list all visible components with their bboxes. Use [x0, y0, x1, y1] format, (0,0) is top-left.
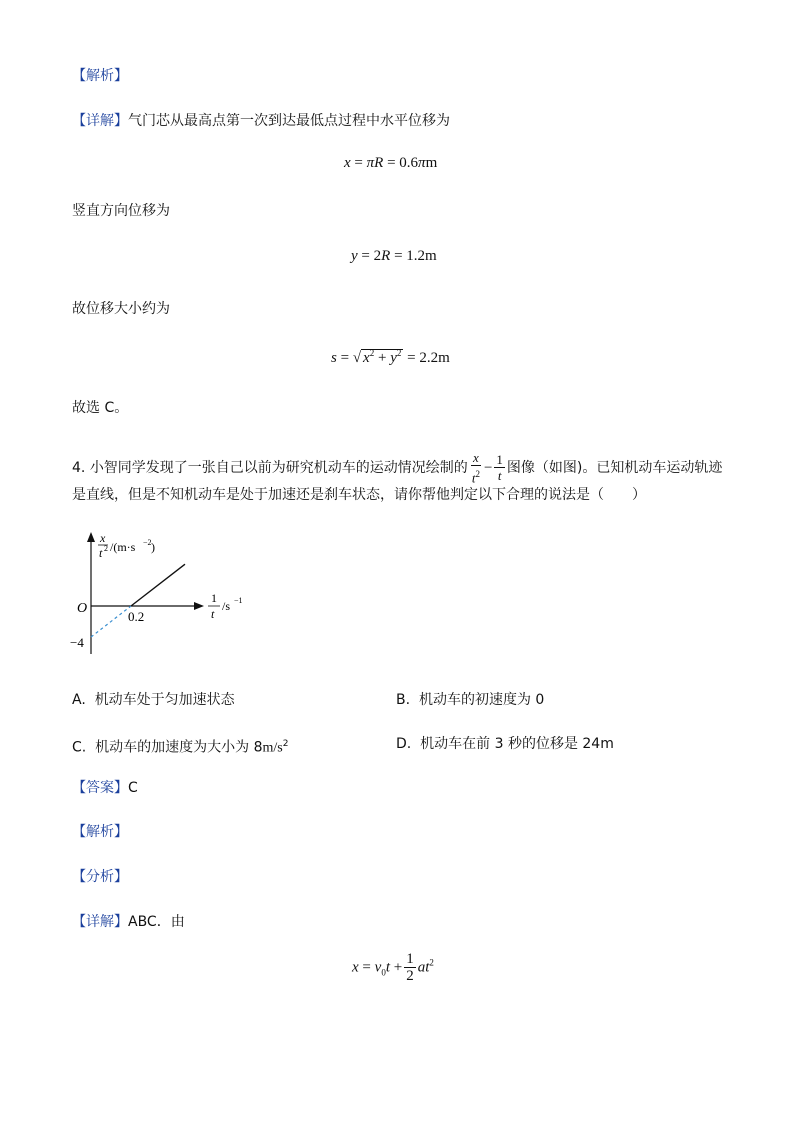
eq-exp: 2	[369, 348, 375, 358]
detail-paragraph-1	[72, 111, 450, 131]
eq-value: 0.6	[399, 155, 419, 171]
eq-sign: =	[394, 248, 403, 264]
eq-exp: 2	[396, 348, 402, 358]
analysis-heading: 【解析】	[72, 68, 128, 84]
eq-var: t	[425, 959, 430, 976]
eq-var: y	[390, 350, 397, 366]
equation-horizontal-displacement	[344, 155, 437, 172]
vertical-text: 竖直方向位移为	[72, 203, 170, 219]
eq-sign: =	[407, 350, 416, 366]
question-text-b: 图像（如图)。已知机动车运动轨迹	[506, 460, 723, 477]
eq-sign: =	[361, 248, 370, 264]
option-label: B.	[396, 692, 411, 708]
eq-var: t	[385, 959, 390, 976]
x-axis-arrow	[194, 602, 204, 610]
eq-var: x	[352, 959, 359, 976]
option-text: 机动车的初速度为 0	[418, 692, 545, 708]
kinematics-graph	[62, 528, 262, 660]
choose-text: 故选 C。	[72, 400, 129, 416]
option-c[interactable]	[72, 734, 288, 759]
option-unit-exp: 2	[282, 739, 289, 749]
detail-tag: 【详解】	[72, 113, 128, 129]
eq-sub: 0	[381, 967, 386, 978]
answer-value: C	[128, 780, 138, 796]
question-line-1	[72, 450, 722, 486]
y-label-den-exp: 2	[104, 544, 108, 553]
data-line	[131, 564, 185, 606]
frac-num: x	[472, 450, 479, 465]
question-text-a: 小智同学发现了一张自己以前为研究机动车的运动情况绘制的	[89, 460, 468, 477]
option-label: C.	[72, 739, 87, 756]
detail-text: ABC．由	[128, 914, 185, 930]
magnitude-text: 故位移大小约为	[72, 301, 170, 317]
equation-kinematics	[352, 952, 434, 984]
option-label: A.	[72, 692, 86, 708]
equation-total-displacement	[331, 348, 450, 367]
option-text: 机动车在前 3 秒的位移是 24m	[420, 736, 614, 752]
option-b[interactable]	[396, 690, 544, 710]
fraction-1-over-t	[494, 452, 505, 484]
origin-label: O	[77, 601, 88, 616]
x-label-denominator: t	[211, 607, 215, 621]
y-axis-arrow	[87, 532, 95, 542]
frac-den: 2	[406, 968, 414, 984]
y-tick-label: −4	[70, 635, 84, 650]
eq-var: a	[417, 959, 426, 976]
x-label-unit: /s	[222, 599, 231, 613]
answer-line	[72, 778, 138, 798]
option-a[interactable]	[72, 690, 235, 710]
eq-var: s	[331, 350, 337, 366]
frac-den: t	[497, 468, 502, 484]
answer-tag: 【答案】	[72, 780, 128, 796]
question-number: 4.	[72, 460, 86, 477]
option-d[interactable]	[396, 734, 614, 754]
eq-sign: =	[387, 155, 396, 171]
x-tick-label: 0.2	[128, 609, 145, 624]
eq-var: x	[344, 155, 351, 171]
minus-sign: −	[483, 460, 493, 477]
sqrt-radicand	[361, 349, 403, 366]
eq-unit: m	[425, 155, 438, 171]
x-label-numerator: 1	[211, 591, 217, 605]
eq-var: x	[363, 350, 370, 366]
frac-exp: 2	[475, 469, 480, 479]
y-label-denominator: t	[99, 546, 103, 560]
eq-sign: =	[354, 155, 363, 171]
option-unit: m/s	[262, 740, 283, 756]
frac-num: 1	[496, 452, 503, 468]
eq-var: R	[374, 155, 384, 171]
eq-sign: =	[340, 350, 350, 366]
detail-paragraph-2	[72, 912, 185, 932]
eq-sign: =	[362, 959, 371, 976]
eq-var: y	[351, 248, 358, 264]
eq-pi: π	[366, 155, 375, 171]
option-text: 机动车的加速度为大小为 8	[95, 739, 263, 756]
y-label-unit-exp: −2	[143, 538, 152, 547]
detail-tag: 【详解】	[72, 914, 128, 930]
eq-value: 2.2m	[419, 350, 450, 366]
eq-exp: 2	[429, 957, 434, 968]
eq-op: +	[377, 350, 387, 366]
eq-var: R	[381, 248, 391, 264]
dashed-extension-line	[91, 606, 131, 637]
question-line-2: 是直线，但是不知机动车是处于加速还是刹车状态，请你帮他判定以下合理的说法是（ ）	[72, 487, 646, 503]
option-label: D.	[396, 736, 412, 752]
option-text: 机动车处于匀加速状态	[94, 692, 235, 708]
eq-value: 1.2m	[406, 248, 437, 264]
y-label-unit: /(m·s	[110, 540, 136, 554]
fraction-half	[404, 952, 416, 984]
frac-den: t	[471, 470, 476, 486]
frac-num: 1	[406, 951, 414, 967]
eq-pi: π	[418, 155, 426, 171]
y-label-close: )	[151, 540, 155, 554]
y-label-numerator: x	[100, 531, 106, 545]
eq-coef: 2	[373, 248, 382, 264]
analysis-heading-2: 【解析】	[72, 824, 128, 840]
eq-op: +	[393, 959, 403, 976]
x-label-exp: −1	[234, 596, 243, 605]
analyze-heading: 【分析】	[72, 869, 128, 885]
fraction-x-over-t2	[470, 450, 482, 486]
equation-vertical-displacement	[351, 248, 437, 265]
detail-text: 气门芯从最高点第一次到达最低点过程中水平位移为	[128, 113, 450, 129]
sqrt-symbol: √	[352, 350, 362, 366]
eq-var: v	[374, 959, 382, 976]
